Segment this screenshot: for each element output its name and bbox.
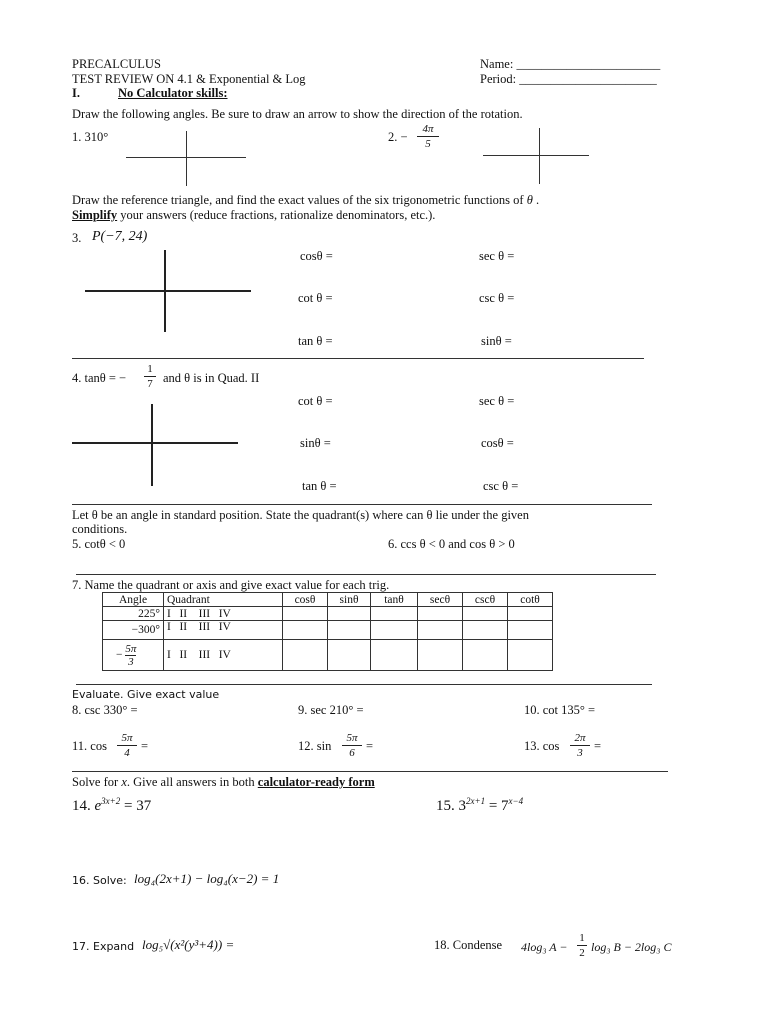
row1-cell <box>283 607 328 621</box>
quadrant-instruction-2: conditions. <box>72 522 128 536</box>
table-header-row <box>103 593 553 607</box>
p4-csc: csc θ = <box>483 479 519 493</box>
problem-16-label: 16. Solve: <box>72 874 127 887</box>
p3-sin: sinθ = <box>481 334 512 348</box>
header-sec: secθ <box>418 593 463 607</box>
problem-11-label: 11. cos <box>72 739 107 753</box>
name-field: Name: _______________________ <box>480 57 661 71</box>
divider-5 <box>72 771 668 772</box>
p4-sec: sec θ = <box>479 394 515 408</box>
row1-cell <box>463 607 508 621</box>
row1-angle: 225° <box>103 607 164 621</box>
row3-cell <box>418 640 463 671</box>
p3-cot: cot θ = <box>298 291 333 305</box>
trig-table <box>102 592 553 671</box>
row1-cell <box>328 607 371 621</box>
row1-cell <box>371 607 418 621</box>
axis-3-horizontal <box>85 290 251 292</box>
row1-cell <box>418 607 463 621</box>
problem-2-label: 2. − <box>388 130 408 144</box>
problem-4-fraction: 1 7 <box>144 363 156 390</box>
row2-quadrants: I II III IV <box>164 621 283 640</box>
axis-3-vertical <box>164 250 166 332</box>
problem-12-label: 12. sin <box>298 739 332 753</box>
p3-cos: cosθ = <box>300 249 333 263</box>
divider-3 <box>76 574 656 575</box>
row1-cell <box>508 607 553 621</box>
draw-angles-instruction: Draw the following angles. Be sure to draw an arrow to show the direction of the rotation. <box>72 107 523 121</box>
problem-13-fraction: 2π 3 <box>570 732 590 759</box>
problem-8: 8. csc 330° = <box>72 703 138 717</box>
problem-17-expression: log₅√(x²(y³+4)) = <box>142 937 235 952</box>
header-cos: cosθ <box>283 593 328 607</box>
header-angle: Angle <box>103 593 164 607</box>
row2-angle: −300° <box>103 621 164 640</box>
problem-5: 5. cotθ < 0 <box>72 537 126 551</box>
problem-3-point: P(−7, 24) <box>92 229 148 244</box>
test-title: TEST REVIEW ON 4.1 & Exponential & Log <box>72 72 306 86</box>
header-sin: sinθ <box>328 593 371 607</box>
problem-4-condition: and θ is in Quad. II <box>163 371 260 385</box>
divider-1 <box>72 358 644 359</box>
problem-17-label: 17. Expand <box>72 940 135 953</box>
problem-16-expression: log₄(2x+1) − log₄(x−2) = 1 <box>134 871 280 886</box>
solve-instruction: Solve for x. Give all answers in both calculator-ready form <box>72 775 375 789</box>
p3-tan: tan θ = <box>298 334 333 348</box>
problem-1: 1. 310° <box>72 130 109 144</box>
row2-cell <box>463 621 508 640</box>
section-number: I. <box>72 86 80 100</box>
problem-13-eq: = <box>594 739 602 753</box>
section-title: No Calculator skills: <box>118 86 228 100</box>
problem-2-fraction: 4π 5 <box>417 123 439 150</box>
row3-quadrants: I II III IV <box>164 640 283 671</box>
problem-12-eq: = <box>366 739 374 753</box>
row3-cell <box>283 640 328 671</box>
row2-cell <box>371 621 418 640</box>
row3-cell <box>463 640 508 671</box>
table-row <box>103 607 553 621</box>
problem-18-expr-a: 4log₃ A − <box>521 940 568 954</box>
row2-cell <box>283 621 328 640</box>
problem-18-expr-b: log₃ B − 2log₃ C <box>591 940 672 954</box>
row2-cell <box>328 621 371 640</box>
quadrant-instruction: Let θ be an angle in standard position. State the quadrant(s) where can θ lie under the given <box>72 508 529 522</box>
ref-triangle-instruction: Draw the reference triangle, and find the exact values of the six trigonometric functions of θ . <box>72 193 540 207</box>
divider-4 <box>76 684 652 685</box>
problem-15: 15. $3^{2x+1} = 7^{x-4}$ <box>436 796 524 814</box>
problem-12-fraction: 5π 6 <box>342 732 362 759</box>
p4-tan: tan θ = <box>302 479 337 493</box>
problem-10: 10. cot 135° = <box>524 703 596 717</box>
period-field: Period: ______________________ <box>480 72 657 86</box>
row1-quadrants: I II III IV <box>164 607 283 621</box>
axis-2-horizontal <box>483 155 589 156</box>
header-cot: cotθ <box>508 593 553 607</box>
axis-2-vertical <box>539 128 540 184</box>
row2-cell <box>508 621 553 640</box>
header-quadrant: Quadrant <box>164 593 283 607</box>
axis-4-vertical <box>151 404 153 486</box>
problem-14: 14. $e^{3x+2} = 37$ <box>72 796 152 814</box>
problem-18-label: 18. Condense <box>434 938 503 952</box>
p3-sec: sec θ = <box>479 249 515 263</box>
simplify-instruction: Simplify your answers (reduce fractions, rationalize denominators, etc.). <box>72 208 436 222</box>
axis-1-vertical <box>186 131 187 186</box>
header-tan: tanθ <box>371 593 418 607</box>
row3-cell <box>328 640 371 671</box>
table-row <box>103 621 553 640</box>
axis-4-horizontal <box>72 442 238 444</box>
row3-cell <box>508 640 553 671</box>
row3-cell <box>371 640 418 671</box>
p4-cot: cot θ = <box>298 394 333 408</box>
problem-18-fraction: 1 2 <box>577 932 587 959</box>
problem-13-label: 13. cos <box>524 739 560 753</box>
problem-4-label: 4. tanθ = − <box>72 371 127 385</box>
p4-cos: cosθ = <box>481 436 514 450</box>
problem-9: 9. sec 210° = <box>298 703 364 717</box>
problem-7-title: 7. Name the quadrant or axis and give exact value for each trig. <box>72 578 390 592</box>
row3-angle: − $\frac{5\pi}{3}$ <box>103 640 164 671</box>
header-csc: cscθ <box>463 593 508 607</box>
problem-6: 6. ccs θ < 0 and cos θ > 0 <box>388 537 515 551</box>
p3-csc: csc θ = <box>479 291 515 305</box>
problem-3-label: 3. <box>72 231 82 245</box>
p4-sin: sinθ = <box>300 436 331 450</box>
evaluate-title: Evaluate. Give exact value <box>72 688 220 701</box>
problem-11-eq: = <box>141 739 149 753</box>
problem-11-fraction: 5π 4 <box>117 732 137 759</box>
divider-2 <box>72 504 652 505</box>
table-row <box>103 640 553 671</box>
course-title: PRECALCULUS <box>72 57 161 71</box>
row2-cell <box>418 621 463 640</box>
